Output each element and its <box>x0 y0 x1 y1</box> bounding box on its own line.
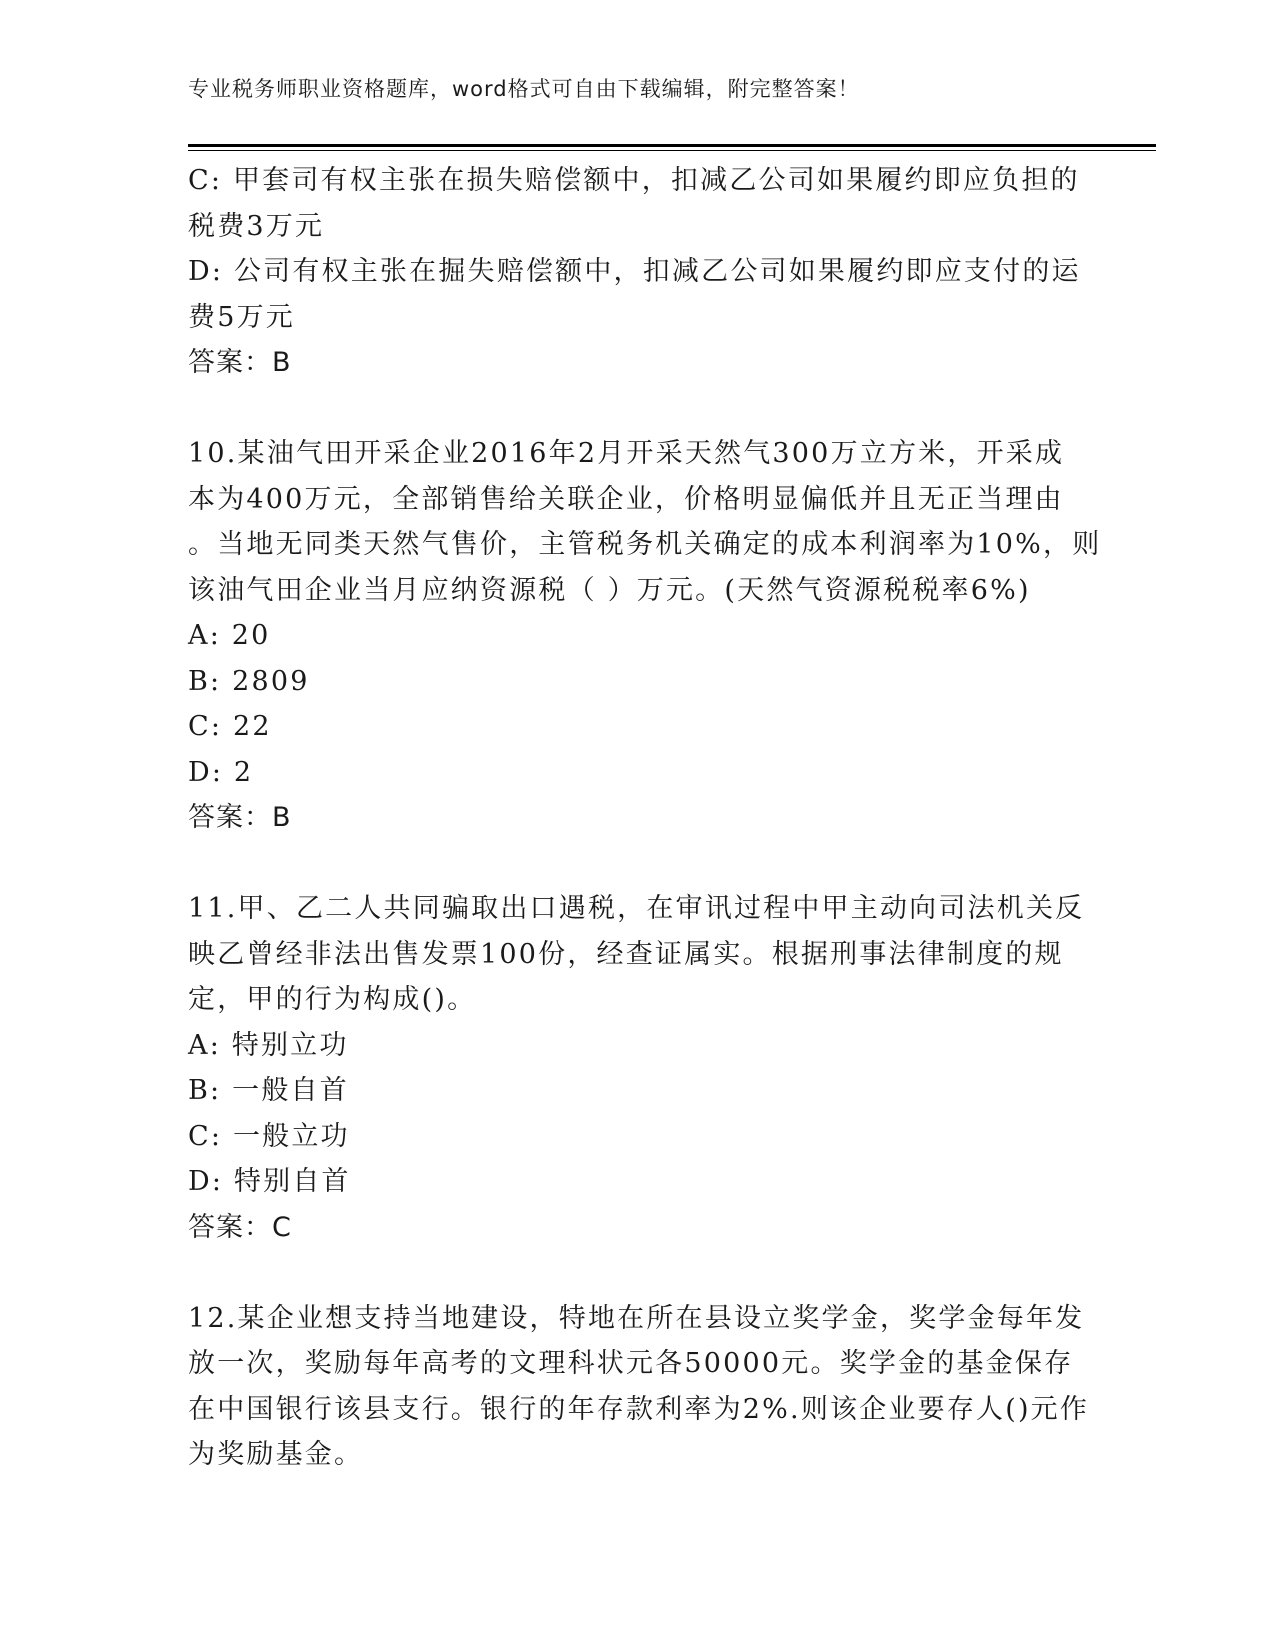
option-d: D: 2 <box>188 756 254 788</box>
question-11 <box>188 886 1088 1250</box>
option-c-line-2: 税费3万元 <box>188 210 325 242</box>
question-stem-line: 该油气田企业当月应纳资源税（ ）万元。(天然气资源税税率6%) <box>188 574 1031 606</box>
question-stem-line: 10.某油气田开采企业2016年2月开采天然气300万立方米，开采成 <box>188 438 1065 469</box>
page-header: 专业税务师职业资格题库，word格式可自由下载编辑，附完整答案！ <box>188 77 860 101</box>
header-rule-thin <box>188 150 1156 151</box>
option-c-line-1: C: 甲套司有权主张在损失赔偿额中，扣减乙公司如果履约即应负担的 <box>188 165 1080 196</box>
option-a: A: 20 <box>188 620 271 651</box>
option-b: B: 一般自首 <box>188 1075 349 1106</box>
spacer <box>188 386 1088 432</box>
answer-line: 答案：C <box>188 1211 292 1243</box>
question-stem-line: 11.甲、乙二人共同骗取出口遇税，在审讯过程中甲主动向司法机关反 <box>188 893 1085 924</box>
answer-line: 答案：B <box>188 347 292 378</box>
question-stem-line: 本为400万元，全部销售给关联企业，价格明显偏低并且无正当理由 <box>188 483 1064 515</box>
question-stem-line: 12.某企业想支持当地建设，特地在所在县设立奖学金，奖学金每年发 <box>188 1302 1085 1334</box>
question-stem-line: 为奖励基金。 <box>188 1439 364 1470</box>
option-d-line-1: D: 公司有权主张在掘失赔偿额中，扣减乙公司如果履约即应支付的运 <box>188 256 1081 287</box>
question-stem-line: 在中国银行该县支行。银行的年存款利率为2%.则该企业要存人()元作 <box>188 1393 1090 1425</box>
option-d-line-2: 费5万元 <box>188 301 295 333</box>
answer-line: 答案：B <box>188 802 292 833</box>
option-c: C: 22 <box>188 711 272 742</box>
spacer <box>188 841 1088 887</box>
question-9-fragment <box>188 158 1088 386</box>
question-stem-line: 映乙曾经非法出售发票100份，经查证属实。根据刑事法律制度的规 <box>188 938 1064 970</box>
question-stem-line: 定，甲的行为构成()。 <box>188 984 477 1015</box>
option-c: C: 一般立功 <box>188 1120 350 1152</box>
question-stem-line: 。当地无同类天然气售价，主管税务机关确定的成本利润率为10%，则 <box>188 529 1102 560</box>
header-rule-thick <box>188 144 1156 147</box>
question-10 <box>188 431 1102 841</box>
option-a: A: 特别立功 <box>188 1029 349 1061</box>
document-body <box>188 158 1102 1478</box>
option-d: D: 特别自首 <box>188 1166 351 1197</box>
question-12 <box>188 1296 1088 1478</box>
spacer <box>188 1250 1088 1296</box>
question-stem-line: 放一次，奖励每年高考的文理科状元各50000元。奖学金的基金保存 <box>188 1348 1074 1379</box>
option-b: B: 2809 <box>188 665 310 697</box>
